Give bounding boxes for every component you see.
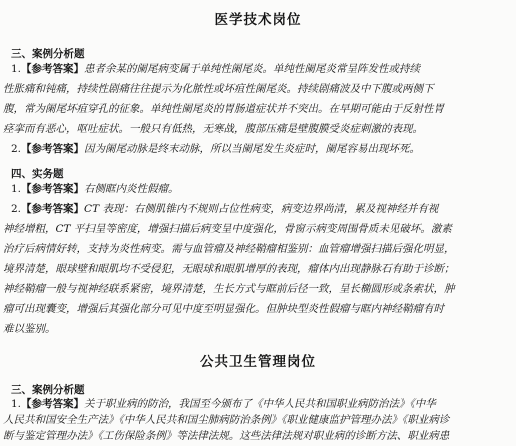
practice-2-line-7: 难以鉴别。 <box>3 323 56 335</box>
answer-label: 【参考答案】 <box>21 398 85 410</box>
section-title-public-health: 公共卫生管理岗位 <box>200 354 316 370</box>
answer-label: 【参考答案】 <box>21 63 85 75</box>
case-1-line-2: 人民共和国安全生产法》《中华人民共和国尘肺病防治条例》《职业健康监护管理办法》《职业病诊 <box>3 414 450 426</box>
question-number: 1. <box>11 63 22 75</box>
answer-2-line-1 <box>11 139 420 159</box>
question-number: 1. <box>11 183 22 195</box>
answer-text: 右侧眶内炎性假瘤。 <box>84 183 179 195</box>
answer-text: CT 表现：右侧肌锥内不规则占位性病变，病变边界尚清，累及视神经并有视 <box>84 203 439 215</box>
section-heading-case-analysis-2: 三、案例分析题 <box>11 384 85 396</box>
answer-1-line-4: 痉挛而有恶心，呕吐症状。一般只有低热，无寒战，腹部压痛是壁腹膜受炎症刺激的表现。 <box>3 123 423 135</box>
case-1-line-3: 断与鉴定管理办法》《工伤保险条例》等法律法规。这些法律法规对职业病的诊断方法、职业病患 <box>3 430 450 442</box>
practice-1-line-1 <box>11 179 179 199</box>
question-number: 2. <box>11 203 22 215</box>
practice-2-line-2: 神经增粗，CT 平扫呈等密度，增强扫描后病变呈中度强化，骨窗示病变周围骨质未见破坏。激素 <box>3 223 452 235</box>
answer-text: 关于职业病的防治，我国至今颁布了《中华人民共和国职业病防治法》《中华 <box>84 398 436 410</box>
question-number: 2. <box>11 143 22 155</box>
answer-1-line-2: 性胀痛和钝痛，持续性剧痛往往提示为化脓性或坏疽性阑尾炎。持续剧痛波及中下腹或两侧下 <box>3 83 434 95</box>
section-heading-case-analysis: 三、案例分析题 <box>11 48 85 60</box>
answer-1-line-1 <box>11 59 420 79</box>
answer-text: 患者余某的阑尾病变属于单纯性阑尾炎。单纯性阑尾炎常呈阵发性或持续 <box>84 63 421 75</box>
question-number: 1. <box>11 398 22 410</box>
answer-text: 因为阑尾动脉是终末动脉，所以当阑尾发生炎症时，阑尾容易出现坏死。 <box>84 143 421 155</box>
practice-2-line-5: 神经鞘瘤一般与视神经联系紧密，境界清楚，生长方式与眶前后径一致，呈长椭圆形或条索状，肿 <box>3 283 455 295</box>
answer-1-line-3: 腹，常为阑尾坏疽穿孔的征象。单纯性阑尾炎的胃肠道症状并不突出。在早期可能由于反射性胃 <box>3 103 444 115</box>
practice-2-line-6: 瘤可出现囊变，增强后其强化部分可见中度至明显强化。但肿块型炎性假瘤与眶内神经鞘瘤有时 <box>3 303 444 315</box>
answer-label: 【参考答案】 <box>21 143 85 155</box>
practice-2-line-1 <box>11 199 438 219</box>
answer-label: 【参考答案】 <box>21 183 85 195</box>
answer-label: 【参考答案】 <box>21 203 85 215</box>
practice-2-line-3: 治疗后病情好转，支持为炎性病变。需与血管瘤及神经鞘瘤相鉴别：血管瘤增强扫描后强化明显， <box>3 243 455 255</box>
section-title-medical-technology: 医学技术岗位 <box>214 12 302 28</box>
section-heading-practice: 四、实务题 <box>11 168 64 180</box>
practice-2-line-4: 境界清楚，眼球壁和眼肌均不受侵犯，无眼球和眼肌增厚的表现，瘤体内出现静脉石有助于诊断； <box>3 263 455 275</box>
